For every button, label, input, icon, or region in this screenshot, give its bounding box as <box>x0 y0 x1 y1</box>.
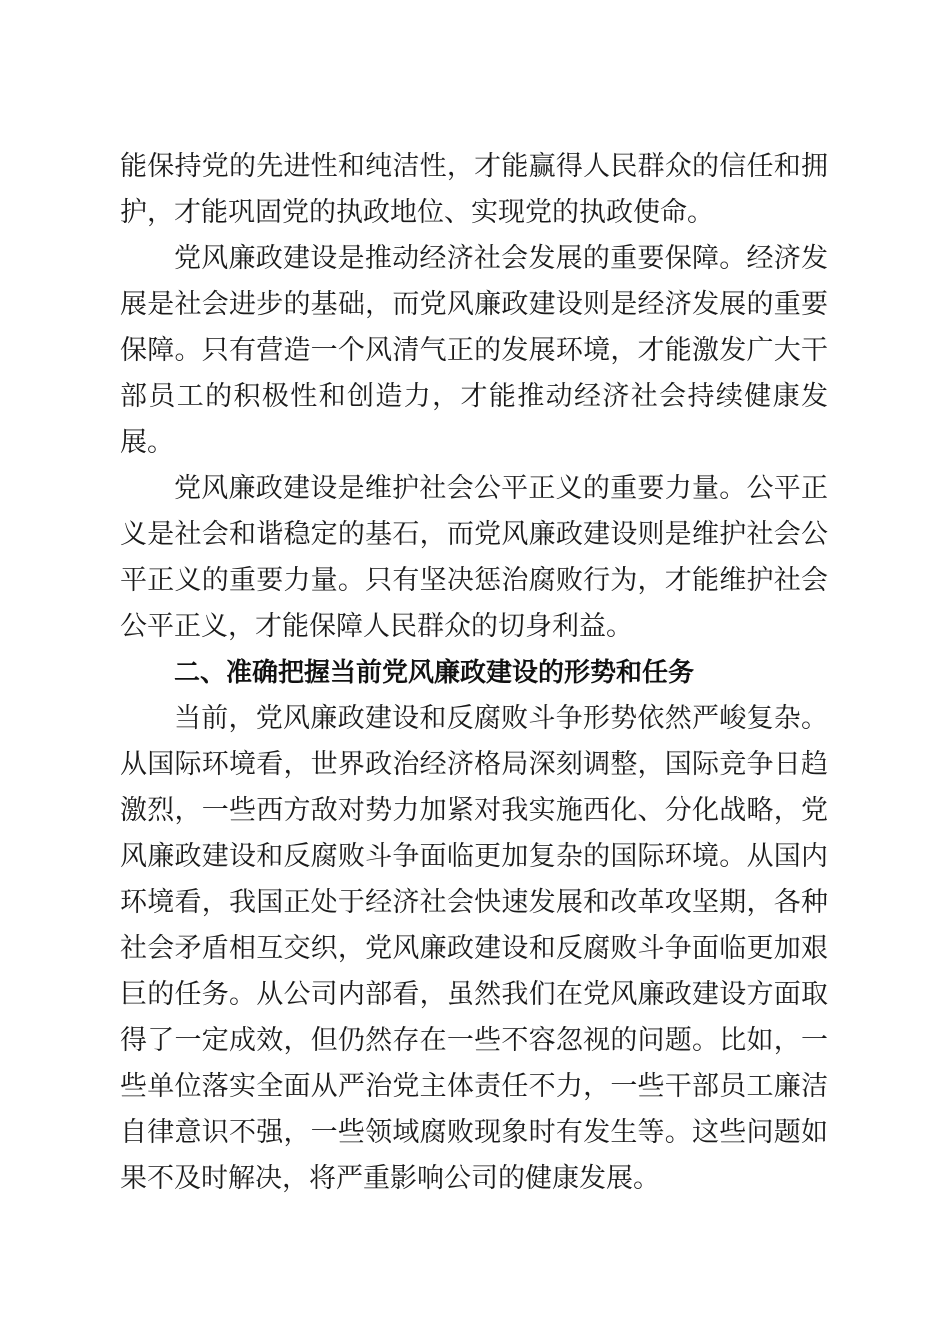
paragraph-current-situation: 当前，党风廉政建设和反腐败斗争形势依然严峻复杂。从国际环境看，世界政治经济格局深刻调整，国际竞争日趋激烈，一些西方敌对势力加紧对我实施西化、分化战略，党风廉政建设和反腐败斗争面临更加复杂的国际环境。从国内环境看，我国正处于经济社会快速发展和改革攻坚期，各种社会矛盾相互交织，党风廉政建设和反腐败斗争面临更加艰巨的任务。从公司内部看，虽然我们在党风廉政建设方面取得了一定成效，但仍然存在一些不容忽视的问题。比如，一些单位落实全面从严治党主体责任不力，一些干部员工廉洁自律意识不强，一些领域腐败现象时有发生等。这些问题如果不及时解决，将严重影响公司的健康发展。 <box>120 703 828 1194</box>
paragraph-social-justice: 党风廉政建设是维护社会公平正义的重要力量。公平正义是社会和谐稳定的基石，而党风廉政建设则是维护社会公平正义的重要力量。只有坚决惩治腐败行为，才能维护社会公平正义，才能保障人民群众的切身利益。 <box>120 473 828 642</box>
document-body <box>120 144 828 1202</box>
paragraph-continuation: 能保持党的先进性和纯洁性，才能赢得人民群众的信任和拥护，才能巩固党的执政地位、实现党的执政使命。 <box>120 151 828 228</box>
paragraph-economic-guarantee: 党风廉政建设是推动经济社会发展的重要保障。经济发展是社会进步的基础，而党风廉政建设则是经济发展的重要保障。只有营造一个风清气正的发展环境，才能激发广大干部员工的积极性和创造力，才能推动经济社会持续健康发展。 <box>120 243 828 458</box>
section-heading: 二、准确把握当前党风廉政建设的形势和任务 <box>174 658 695 688</box>
